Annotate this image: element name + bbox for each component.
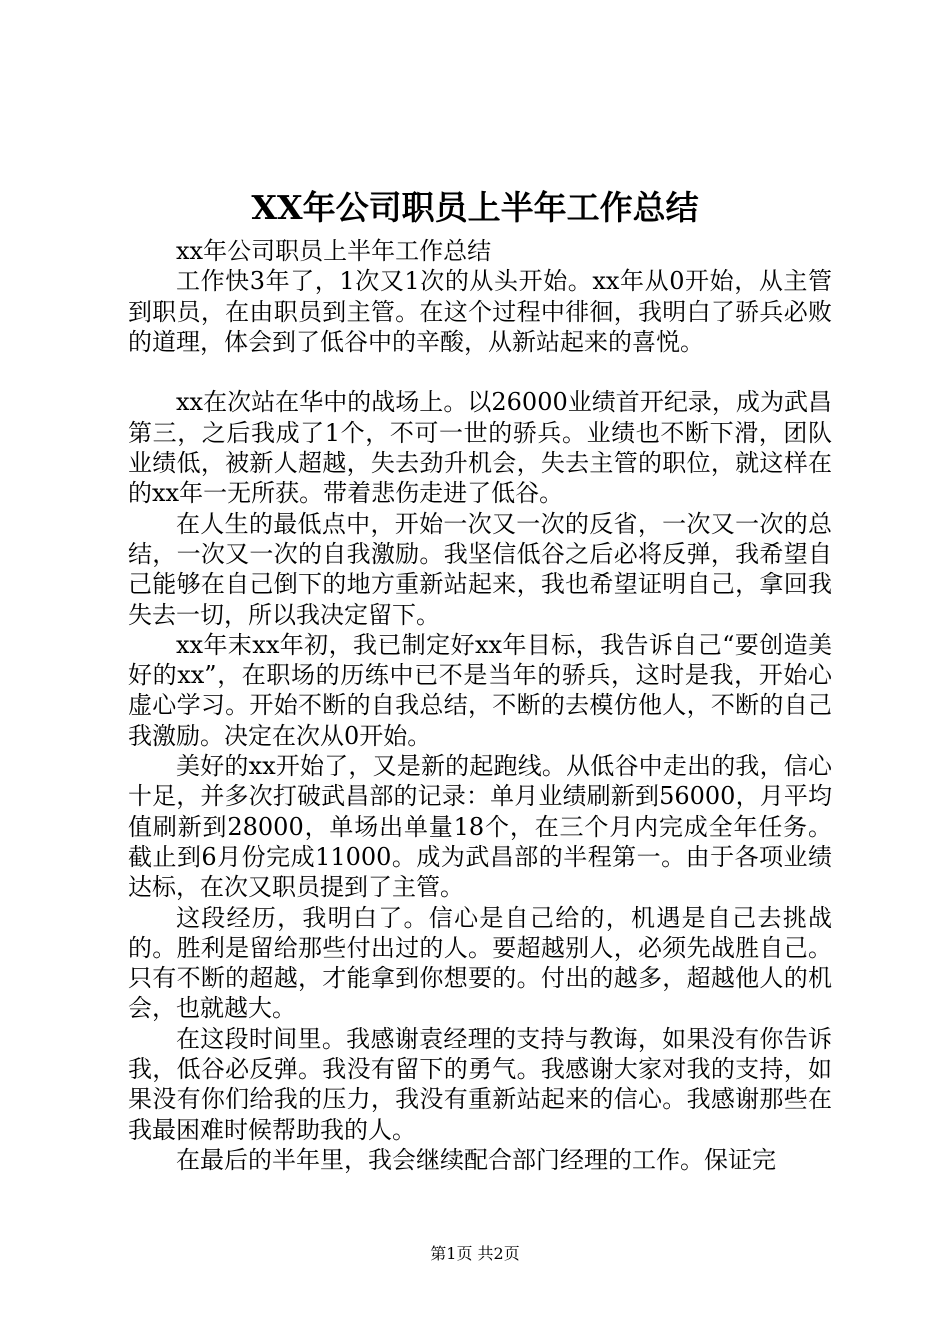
paragraph: 在最后的半年里，我会继续配合部门经理的工作。保证完 [176, 1145, 776, 1174]
paragraph: xx年末xx年初，我已制定好xx年目标，我告诉自己“要创造美好的xx”，在职场的历练中已不是当年的骄兵，这时是我，开始心虚心学习。开始不断的自我总结，不断的去模仿他人，不断的自己我激励。决定在次从0开始。 [128, 630, 832, 750]
paragraph: 在这段时间里。我感谢袁经理的支持与教诲，如果没有你告诉我，低谷必反弹。我没有留下的勇气。我感谢大家对我的支持，如果没有你们给我的压力，我没有重新站起来的信心。我感谢那些在我最困难时候帮助我的人。 [128, 1024, 832, 1144]
page-number-footer: 第1页 共2页 [430, 1244, 520, 1263]
paragraph: 在人生的最低点中，开始一次又一次的反省，一次又一次的总结，一次又一次的自我激励。我坚信低谷之后必将反弹，我希望自己能够在自己倒下的地方重新站起来，我也希望证明自己，拿回我失去一切，所以我决定留下。 [128, 509, 832, 629]
blank-line [128, 357, 832, 387]
paragraph: 美好的xx开始了，又是新的起跑线。从低谷中走出的我，信心十足，并多次打破武昌部的记录：单月业绩刷新到56000，月平均值刷新到28000，单场出单量18个，在三个月内完成全年任务。截止到6月份完成11000。成为武昌部的半程第一。由于各项业绩达标，在次又职员提到了主管。 [128, 752, 832, 902]
paragraph-subtitle: xx年公司职员上半年工作总结 [176, 237, 492, 265]
document-body [128, 236, 832, 1175]
paragraph: xx在次站在华中的战场上。以26000业绩首开纪录，成为武昌第三，之后我成了1个，不可一世的骄兵。业绩也不断下滑，团队业绩低，被新人超越，失去劲升机会，失去主管的职位，就这样在的xx年一无所获。带着悲伤走进了低谷。 [128, 388, 832, 508]
paragraph: 这段经历，我明白了。信心是自己给的，机遇是自己去挑战的。胜利是留给那些付出过的人。要超越别人，必须先战胜自己。只有不断的超越，才能拿到你想要的。付出的越多，超越他人的机会，也就越大。 [128, 903, 832, 1023]
document-title: XX年公司职员上半年工作总结 [251, 188, 699, 227]
paragraph: 工作快3年了，1次又1次的从头开始。xx年从0开始，从主管到职员，在由职员到主管。在这个过程中徘徊，我明白了骄兵必败的道理，体会到了低谷中的辛酸，从新站起来的喜悦。 [128, 267, 832, 356]
